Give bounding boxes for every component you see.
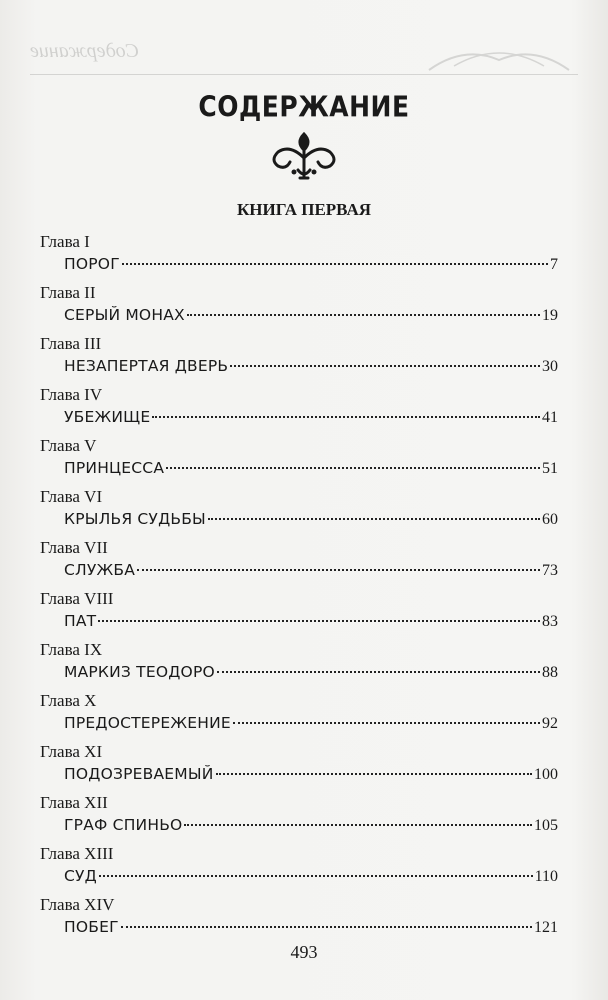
chapter-label: Глава XI <box>40 742 103 761</box>
chapter-label: Глава IV <box>40 385 103 404</box>
dot-leader <box>233 722 540 724</box>
dot-leader <box>187 314 540 316</box>
chapter-title: ПРИНЦЕССА <box>64 459 165 477</box>
page-ref: 105 <box>534 817 558 834</box>
dot-leader <box>98 620 540 622</box>
chapter-label: Глава XIII <box>40 844 114 863</box>
chapter-title: ПРЕДОСТЕРЕЖЕНИЕ <box>64 714 231 732</box>
chapter-row <box>64 561 558 580</box>
chapter-row <box>64 255 558 274</box>
chapter-title: СЛУЖБА <box>64 561 136 579</box>
chapter-row <box>64 816 558 835</box>
chapter-row <box>64 918 558 937</box>
page-ref: 92 <box>542 715 558 732</box>
chapter-row <box>64 867 558 886</box>
toc-entry <box>0 536 608 587</box>
dot-leader <box>217 671 540 673</box>
chapter-title: ПАТ <box>64 612 97 630</box>
page-title: СОДЕРЖАНИЕ <box>198 89 410 124</box>
chapter-row <box>64 357 558 376</box>
toc-entry <box>0 842 608 893</box>
page-number: 493 <box>290 942 318 962</box>
chapter-row <box>64 612 558 631</box>
bleed-through-header <box>30 40 578 88</box>
page-ref: 110 <box>534 868 558 885</box>
chapter-label: Глава XII <box>40 793 108 812</box>
chapter-title: УБЕЖИЩЕ <box>64 408 151 426</box>
chapter-row <box>64 765 558 784</box>
page-ref: 51 <box>542 460 558 477</box>
chapter-label: Глава VI <box>40 487 103 506</box>
dot-leader <box>122 263 548 265</box>
chapter-row <box>64 408 558 427</box>
toc-entry <box>0 434 608 485</box>
dot-leader <box>166 467 540 469</box>
dot-leader <box>137 569 540 571</box>
dot-leader <box>230 365 540 367</box>
ghost-running-head: Содержание <box>30 40 140 62</box>
page-ref: 83 <box>542 613 558 630</box>
chapter-title: СУД <box>64 867 97 885</box>
dot-leader <box>208 518 540 520</box>
chapter-title: КРЫЛЬЯ СУДЬБЫ <box>64 510 206 528</box>
toc-entry <box>0 638 608 689</box>
chapter-label: Глава X <box>40 691 97 710</box>
page-ref: 88 <box>542 664 558 681</box>
page-ref: 121 <box>534 919 558 936</box>
chapter-label: Глава V <box>40 436 97 455</box>
page-ref: 41 <box>542 409 558 426</box>
dot-leader <box>216 773 532 775</box>
chapter-row <box>64 459 558 478</box>
dot-leader <box>121 926 532 928</box>
toc-entry <box>0 230 608 281</box>
toc-entry <box>0 383 608 434</box>
toc-entry <box>0 485 608 536</box>
toc-entry <box>0 740 608 791</box>
page-ref: 30 <box>542 358 558 375</box>
chapter-title: ГРАФ СПИНЬО <box>64 816 183 834</box>
chapter-label: Глава I <box>40 232 90 251</box>
toc-entry <box>0 791 608 842</box>
ghost-ornament-icon <box>424 40 574 76</box>
toc-entry <box>0 893 608 944</box>
page-ref: 100 <box>534 766 558 783</box>
dot-leader <box>184 824 532 826</box>
chapter-title: ПОБЕГ <box>64 918 119 936</box>
chapter-title: СЕРЫЙ МОНАХ <box>64 306 185 324</box>
chapter-row <box>64 306 558 325</box>
page-ref: 19 <box>542 307 558 324</box>
book-section-title: КНИГА ПЕРВАЯ <box>236 200 372 219</box>
chapter-row <box>64 714 558 733</box>
chapter-label: Глава VII <box>40 538 108 557</box>
page-ref: 73 <box>542 562 558 579</box>
fleuron-ornament-icon <box>264 128 344 184</box>
chapter-label: Глава III <box>40 334 102 353</box>
toc-entry <box>0 281 608 332</box>
toc-entry <box>0 332 608 383</box>
chapter-label: Глава XIV <box>40 895 115 914</box>
chapter-title: ПОРОГ <box>64 255 120 273</box>
chapter-label: Глава IX <box>40 640 103 659</box>
toc-entry <box>0 689 608 740</box>
page-ref: 7 <box>550 256 558 273</box>
chapter-label: Глава VIII <box>40 589 114 608</box>
table-of-contents <box>0 230 608 944</box>
page-ref: 60 <box>542 511 558 528</box>
dot-leader <box>99 875 533 877</box>
chapter-row <box>64 510 558 529</box>
chapter-label: Глава II <box>40 283 96 302</box>
chapter-title: МАРКИЗ ТЕОДОРО <box>64 663 215 681</box>
chapter-title: НЕЗАПЕРТАЯ ДВЕРЬ <box>64 357 229 375</box>
dot-leader <box>152 416 540 418</box>
chapter-title: ПОДОЗРЕВАЕМЫЙ <box>64 765 214 783</box>
toc-entry <box>0 587 608 638</box>
chapter-row <box>64 663 558 682</box>
